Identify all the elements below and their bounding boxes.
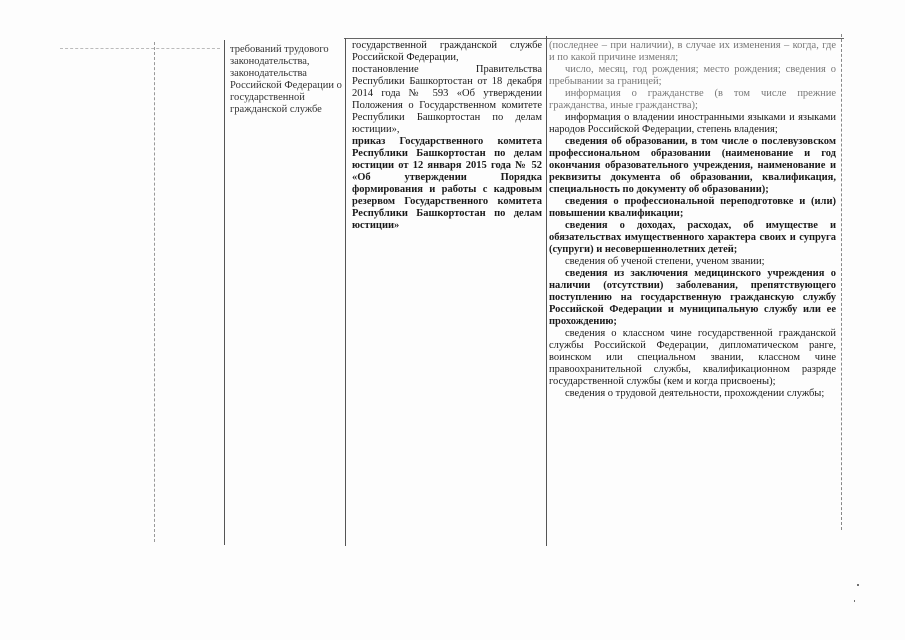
personal-data-item: информация о гражданстве (в том числе прежние гражданства, иные гражданства); xyxy=(549,88,836,111)
personal-data-item: сведения об образовании, в том числе о послевузовском профессиональном образовании (наименование и год окончания образовательного учреждения, наименование и реквизиты документа об образовании, квалификация, специальность по документу об образовании); xyxy=(549,136,836,195)
committee-order: приказ Государственного комитета Республики Башкортостан по делам юстиции от 12 января 2015 года № 52 «Об утверждении Порядка формирования и работы с кадровым резервом Государственного комитета Республики Башкортостан по делам юстиции» xyxy=(352,136,542,231)
personal-data-item: число, месяц, год рождения; место рождения; сведения о пребывании за границей; xyxy=(549,64,836,87)
table-right-edge xyxy=(841,34,842,530)
personal-data-item: сведения из заключения медицинского учреждения о наличии (отсутствии) заболевания, препятствующего поступлению на государственную гражданскую службу Российской Федерации и муниципальную службу или ее прохождению; xyxy=(549,268,836,327)
requirements-text: требований трудового законодательства, законодательства Российской Федерации о государственной гражданской службе xyxy=(230,44,342,115)
table-top-rule-faint xyxy=(60,48,220,49)
personal-data-item: информация о владении иностранными языками и языками народов Российской Федерации, степень владения; xyxy=(549,112,836,135)
column-divider-3 xyxy=(345,38,346,546)
personal-data-item: сведения об ученой степени, ученом звании; xyxy=(565,256,765,267)
requirements-cell xyxy=(230,44,345,116)
personal-data-list-cell xyxy=(549,40,836,400)
column-divider-1 xyxy=(154,42,155,542)
legal-basis-cell xyxy=(352,40,542,232)
scan-speck xyxy=(857,584,859,586)
scan-speck xyxy=(854,600,855,602)
personal-data-item: (последнее – при наличии), в случае их изменения – когда, где и по какой причине изменял; xyxy=(549,40,836,63)
personal-data-item: сведения о классном чине государственной гражданской службы Российской Федерации, дипломатическом ранге, воинском или специальном звании, классном чине правоохранительной службы, квалификационном разряде государственной службы (кем и когда присвоены); xyxy=(549,328,836,387)
column-divider-4 xyxy=(546,36,547,546)
table-top-rule xyxy=(344,38,844,39)
personal-data-item: сведения о доходах, расходах, об имуществе и обязательствах имущественного характера своих и супруга (супруги) и несовершеннолетних детей; xyxy=(549,220,836,255)
legal-basis-intro: государственной гражданской службе Российской Федерации, xyxy=(352,40,542,63)
government-decree: постановление Правительства Республики Башкортостан от 18 декабря 2014 года № 593 «Об утверждении Положения о Государственном комитете Республики Башкортостан по делам юстиции», xyxy=(352,64,542,135)
personal-data-item: сведения о профессиональной переподготовке и (или) повышении квалификации; xyxy=(549,196,836,219)
column-divider-2 xyxy=(224,40,225,545)
personal-data-item: сведения о трудовой деятельности, прохождении службы; xyxy=(565,388,825,399)
